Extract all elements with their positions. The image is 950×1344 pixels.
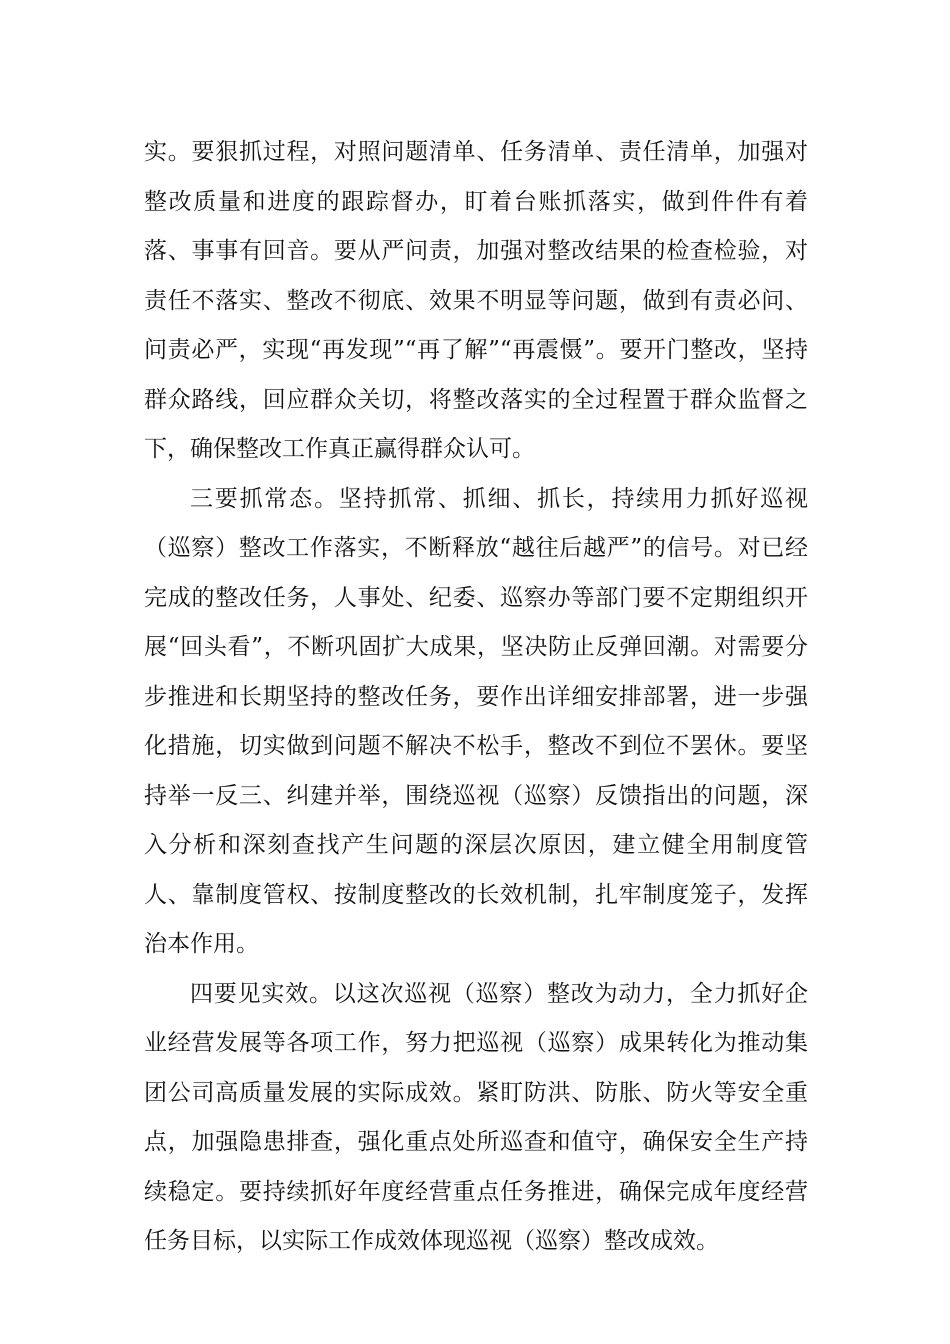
paragraph-continuation: 实。要狠抓过程，对照问题清单、任务清单、责任清单，加强对整改质量和进度的跟踪督办，盯着台账抓落实，做到件件有着落、事事有回音。要从严问责，加强对整改结果的检查检验，对责任不落实、整改不彻底、效果不明显等问题，做到有责必问、问责必严，实现“再发现”“再了解”“再震慑”。要开门整改，坚持群众路线，回应群众关切，将整改落实的全过程置于群众监督之下，确保整改工作真正赢得群众认可。: [144, 139, 808, 462]
paragraph-three-regularity: 三要抓常态。坚持抓常、抓细、抓长，持续用力抓好巡视（巡察）整改工作落实，不断释放“越往后越严”的信号。对已经完成的整改任务，人事处、纪委、巡察办等部门要不定期组织开展“回头看”，不断巩固扩大成果，坚决防止反弹回潮。对需要分步推进和长期坚持的整改任务，要作出详细安排部署，进一步强化措施，切实做到问题不解决不松手，整改不到位不罢休。要坚持举一反三、纠建并举，围绕巡视（巡察）反馈指出的问题，深入分析和深刻查找产生问题的深层次原因，建立健全用制度管人、靠制度管权、按制度整改的长效机制，扎牢制度笼子，发挥治本作用。: [144, 485, 808, 957]
document-body: [144, 128, 808, 1267]
paragraph-four-results: 四要见实效。以这次巡视（巡察）整改为动力，全力抓好企业经营发展等各项工作，努力把巡视（巡察）成果转化为推动集团公司高质量发展的实际成效。紧盯防洪、防胀、防火等安全重点，加强隐患排查，强化重点处所巡查和值守，确保安全生产持续稳定。要持续抓好年度经营重点任务推进，确保完成年度经营任务目标，以实际工作成效体现巡视（巡察）整改成效。: [144, 980, 808, 1254]
